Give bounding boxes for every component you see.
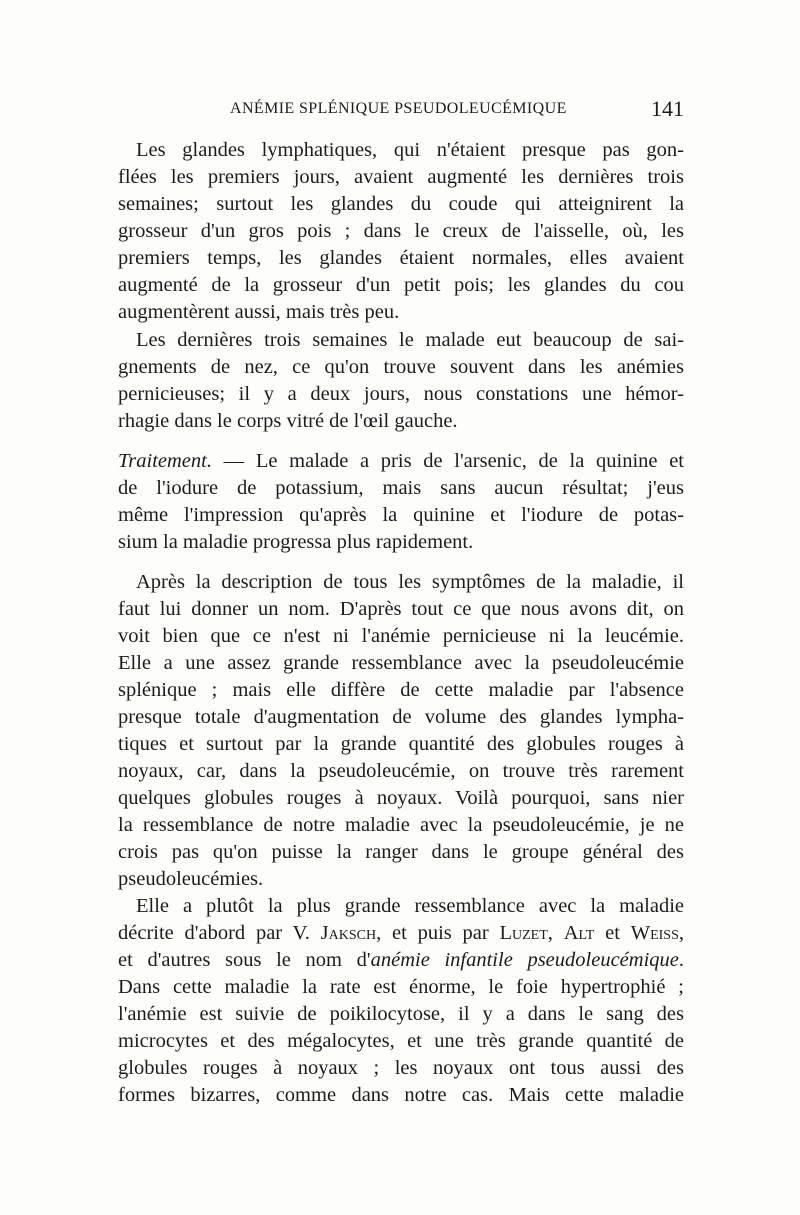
author-name: Weiss	[630, 922, 679, 944]
text-line: premiers temps, les glandes étaient normales, elles avaient	[118, 247, 684, 269]
text-line: faut lui donner un nom. D'après tout ce que nous avons dit, on	[118, 598, 684, 620]
running-title: ANÉMIE SPLÉNIQUE PSEUDOLEUCÉMIQUE	[230, 100, 567, 117]
text-line: flées les premiers jours, avaient augmenté les dernières trois	[118, 166, 684, 188]
text-line: crois pas qu'on puisse la ranger dans le groupe général des	[118, 841, 684, 863]
text-line: rhagie dans le corps vitré de l'œil gauche.	[118, 410, 458, 432]
text-line: formes bizarres, comme dans notre cas. Mais cette maladie	[118, 1084, 684, 1106]
text-span: , et puis par	[376, 922, 500, 944]
text-span: V.	[292, 922, 321, 944]
text-line: globules rouges à noyaux ; les noyaux ont tous aussi des	[118, 1057, 684, 1079]
text-line: même l'impression qu'après la quinine et l'iodure de potas-	[118, 504, 684, 526]
traitement-heading: Traitement.	[118, 450, 212, 472]
text-line-traitement	[118, 448, 684, 475]
text-line: splénique ; mais elle diffère de cette maladie par l'absence	[118, 679, 684, 701]
text-line: Elle a plutôt la plus grande ressemblance avec la maladie	[136, 895, 684, 917]
text-line: voit bien que ce n'est ni l'anémie pernicieuse ni la leucémie.	[118, 625, 684, 647]
text-span: décrite d'abord par	[118, 922, 283, 944]
text-line: sium la maladie progressa plus rapidement.	[118, 531, 474, 553]
text-span: et	[594, 922, 631, 944]
disease-name: anémie infantile pseudoleucémique	[370, 949, 679, 971]
text-span: ,	[547, 922, 564, 944]
author-name: Luzet	[499, 922, 548, 944]
text-line: Après la description de tous les symptômes de la maladie, il	[136, 571, 684, 593]
page-number: 141	[651, 96, 684, 121]
text-line: augmentèrent aussi, mais très peu.	[118, 301, 400, 323]
author-name: Alt	[563, 922, 595, 944]
text-line: semaines; surtout les glandes du coude qui atteignirent la	[118, 193, 684, 215]
text-line: Elle a une assez grande ressemblance avec la pseudoleucémie	[118, 652, 684, 674]
text-line: Les dernières trois semaines le malade eut beaucoup de sai-	[136, 329, 684, 351]
text-span: .	[678, 949, 684, 971]
running-head	[118, 96, 684, 120]
text-line: pseudoleucémies.	[118, 868, 264, 890]
text-line: noyaux, car, dans la pseudoleucémie, on trouve très rarement	[118, 760, 684, 782]
author-name: Jaksch	[320, 922, 377, 944]
text-line: Dans cette maladie la rate est énorme, le foie hypertrophié ;	[118, 976, 684, 998]
text-line: microcytes et des mégalocytes, et une très grande quantité de	[118, 1030, 684, 1052]
text-line: augmenté de la grosseur d'un petit pois; les glandes du cou	[118, 274, 684, 296]
text-line: presque totale d'augmentation de volume des glandes lympha-	[118, 706, 684, 728]
text-line-authors	[118, 920, 684, 947]
text-line: Les glandes lymphatiques, qui n'étaient presque pas gon-	[136, 139, 684, 161]
text-line: de l'iodure de potassium, mais sans aucun résultat; j'eus	[118, 477, 684, 499]
text-line: pernicieuses; il y a deux jours, nous constations une hémor-	[118, 383, 684, 405]
text-line-disease-name	[118, 947, 684, 974]
text-line: gnements de nez, ce qu'on trouve souvent dans les anémies	[118, 356, 684, 378]
text-span: ,	[678, 922, 684, 944]
text-line: tiques et surtout par la grande quantité des globules rouges à	[118, 733, 684, 755]
text-span: — Le malade a pris de l'arsenic, de la quinine et	[223, 450, 684, 472]
text-line: la ressemblance de notre maladie avec la pseudoleucémie, je ne	[118, 814, 684, 836]
text-span: et d'autres sous le nom d'	[118, 949, 371, 971]
text-line: l'anémie est suivie de poikilocytose, il y a dans le sang des	[118, 1003, 684, 1025]
text-line: grosseur d'un gros pois ; dans le creux de l'aisselle, où, les	[118, 220, 684, 242]
text-line: quelques globules rouges à noyaux. Voilà pourquoi, sans nier	[118, 787, 684, 809]
